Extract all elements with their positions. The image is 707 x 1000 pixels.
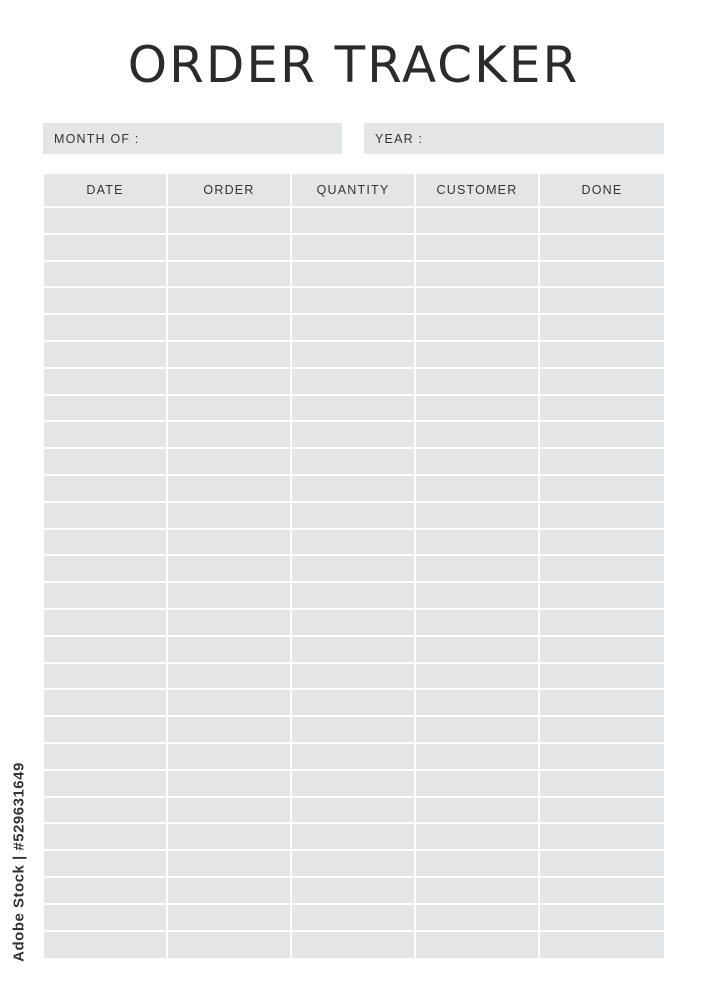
table-row — [44, 396, 664, 423]
cell-customer[interactable] — [416, 315, 540, 342]
cell-quantity[interactable] — [292, 771, 416, 798]
cell-done[interactable] — [540, 556, 664, 583]
cell-date[interactable] — [44, 208, 168, 235]
cell-order[interactable] — [168, 583, 292, 610]
cell-date[interactable] — [44, 556, 168, 583]
cell-customer[interactable] — [416, 396, 540, 423]
cell-done[interactable] — [540, 369, 664, 396]
cell-customer[interactable] — [416, 288, 540, 315]
cell-date[interactable] — [44, 771, 168, 798]
cell-done[interactable] — [540, 583, 664, 610]
table-row — [44, 315, 664, 342]
cell-quantity[interactable] — [292, 449, 416, 476]
cell-quantity[interactable] — [292, 476, 416, 503]
cell-done[interactable] — [540, 717, 664, 744]
table-row — [44, 449, 664, 476]
cell-done[interactable] — [540, 208, 664, 235]
cell-date[interactable] — [44, 476, 168, 503]
cell-date[interactable] — [44, 583, 168, 610]
cell-customer[interactable] — [416, 637, 540, 664]
cell-done[interactable] — [540, 288, 664, 315]
cell-order[interactable] — [168, 556, 292, 583]
cell-quantity[interactable] — [292, 744, 416, 771]
cell-quantity[interactable] — [292, 208, 416, 235]
cell-customer[interactable] — [416, 503, 540, 530]
cell-quantity[interactable] — [292, 503, 416, 530]
cell-customer[interactable] — [416, 583, 540, 610]
table-row — [44, 717, 664, 744]
cell-date[interactable] — [44, 342, 168, 369]
table-row — [44, 235, 664, 262]
cell-quantity[interactable] — [292, 717, 416, 744]
cell-customer[interactable] — [416, 932, 540, 959]
cell-order[interactable] — [168, 824, 292, 851]
cell-order[interactable] — [168, 422, 292, 449]
table-row — [44, 664, 664, 691]
cell-customer[interactable] — [416, 690, 540, 717]
table-body — [44, 208, 664, 958]
cell-customer[interactable] — [416, 235, 540, 262]
cell-date[interactable] — [44, 878, 168, 905]
cell-done[interactable] — [540, 262, 664, 289]
table-row — [44, 262, 664, 289]
cell-order[interactable] — [168, 503, 292, 530]
table-row — [44, 690, 664, 717]
cell-date[interactable] — [44, 262, 168, 289]
cell-date[interactable] — [44, 717, 168, 744]
cell-customer[interactable] — [416, 905, 540, 932]
cell-done[interactable] — [540, 449, 664, 476]
cell-quantity[interactable] — [292, 824, 416, 851]
cell-done[interactable] — [540, 824, 664, 851]
cell-order[interactable] — [168, 932, 292, 959]
table-row — [44, 422, 664, 449]
cell-quantity[interactable] — [292, 556, 416, 583]
cell-quantity[interactable] — [292, 664, 416, 691]
cell-order[interactable] — [168, 744, 292, 771]
cell-done[interactable] — [540, 342, 664, 369]
cell-order[interactable] — [168, 262, 292, 289]
cell-order[interactable] — [168, 717, 292, 744]
cell-order[interactable] — [168, 235, 292, 262]
cell-date[interactable] — [44, 530, 168, 557]
year-field[interactable] — [364, 123, 664, 154]
cell-done[interactable] — [540, 690, 664, 717]
cell-quantity[interactable] — [292, 583, 416, 610]
cell-date[interactable] — [44, 422, 168, 449]
cell-date[interactable] — [44, 449, 168, 476]
cell-quantity[interactable] — [292, 288, 416, 315]
cell-order[interactable] — [168, 610, 292, 637]
cell-customer[interactable] — [416, 798, 540, 825]
cell-order[interactable] — [168, 905, 292, 932]
cell-done[interactable] — [540, 235, 664, 262]
cell-date[interactable] — [44, 798, 168, 825]
cell-date[interactable] — [44, 690, 168, 717]
cell-order[interactable] — [168, 396, 292, 423]
cell-quantity[interactable] — [292, 851, 416, 878]
cell-quantity[interactable] — [292, 396, 416, 423]
cell-date[interactable] — [44, 288, 168, 315]
cell-order[interactable] — [168, 851, 292, 878]
table-row — [44, 530, 664, 557]
cell-order[interactable] — [168, 664, 292, 691]
table-row — [44, 744, 664, 771]
cell-done[interactable] — [540, 315, 664, 342]
cell-done[interactable] — [540, 503, 664, 530]
cell-customer[interactable] — [416, 717, 540, 744]
cell-quantity[interactable] — [292, 690, 416, 717]
table-header-row — [44, 174, 664, 208]
order-table — [44, 174, 664, 958]
table-row — [44, 905, 664, 932]
table-row — [44, 503, 664, 530]
table-row — [44, 798, 664, 825]
table-row — [44, 208, 664, 235]
cell-done[interactable] — [540, 771, 664, 798]
cell-done[interactable] — [540, 422, 664, 449]
table-row — [44, 288, 664, 315]
cell-date[interactable] — [44, 235, 168, 262]
cell-customer[interactable] — [416, 449, 540, 476]
cell-customer[interactable] — [416, 208, 540, 235]
cell-done[interactable] — [540, 664, 664, 691]
cell-customer[interactable] — [416, 851, 540, 878]
cell-customer[interactable] — [416, 262, 540, 289]
cell-done[interactable] — [540, 637, 664, 664]
month-field[interactable] — [43, 123, 342, 154]
cell-customer[interactable] — [416, 878, 540, 905]
table-row — [44, 556, 664, 583]
cell-order[interactable] — [168, 530, 292, 557]
cell-order[interactable] — [168, 476, 292, 503]
cell-customer[interactable] — [416, 342, 540, 369]
table-row — [44, 851, 664, 878]
cell-customer[interactable] — [416, 771, 540, 798]
cell-quantity[interactable] — [292, 235, 416, 262]
cell-order[interactable] — [168, 208, 292, 235]
table-row — [44, 932, 664, 959]
cell-customer[interactable] — [416, 476, 540, 503]
cell-order[interactable] — [168, 369, 292, 396]
cell-quantity[interactable] — [292, 798, 416, 825]
cell-done[interactable] — [540, 530, 664, 557]
cell-quantity[interactable] — [292, 369, 416, 396]
cell-quantity[interactable] — [292, 637, 416, 664]
table-row — [44, 342, 664, 369]
cell-date[interactable] — [44, 851, 168, 878]
cell-date[interactable] — [44, 369, 168, 396]
cell-customer[interactable] — [416, 744, 540, 771]
cell-order[interactable] — [168, 449, 292, 476]
cell-date[interactable] — [44, 905, 168, 932]
column-header-date: DATE — [44, 174, 168, 208]
cell-done[interactable] — [540, 396, 664, 423]
cell-quantity[interactable] — [292, 905, 416, 932]
cell-quantity[interactable] — [292, 422, 416, 449]
cell-quantity[interactable] — [292, 610, 416, 637]
cell-done[interactable] — [540, 851, 664, 878]
table-row — [44, 610, 664, 637]
table-row — [44, 771, 664, 798]
table-row — [44, 878, 664, 905]
table-row — [44, 369, 664, 396]
table-row — [44, 824, 664, 851]
column-header-order: ORDER — [168, 174, 292, 208]
cell-date[interactable] — [44, 503, 168, 530]
page-title: ORDER TRACKER — [127, 36, 580, 94]
cell-quantity[interactable] — [292, 530, 416, 557]
cell-order[interactable] — [168, 771, 292, 798]
cell-date[interactable] — [44, 610, 168, 637]
cell-order[interactable] — [168, 690, 292, 717]
watermark — [6, 762, 32, 962]
cell-date[interactable] — [44, 932, 168, 959]
cell-date[interactable] — [44, 396, 168, 423]
cell-order[interactable] — [168, 288, 292, 315]
cell-done[interactable] — [540, 905, 664, 932]
table-row — [44, 583, 664, 610]
cell-date[interactable] — [44, 315, 168, 342]
cell-date[interactable] — [44, 824, 168, 851]
cell-done[interactable] — [540, 744, 664, 771]
year-label: YEAR : — [375, 131, 424, 146]
cell-quantity[interactable] — [292, 878, 416, 905]
cell-date[interactable] — [44, 664, 168, 691]
cell-order[interactable] — [168, 637, 292, 664]
table-row — [44, 476, 664, 503]
cell-quantity[interactable] — [292, 932, 416, 959]
cell-customer[interactable] — [416, 530, 540, 557]
cell-quantity[interactable] — [292, 315, 416, 342]
cell-customer[interactable] — [416, 369, 540, 396]
cell-quantity[interactable] — [292, 342, 416, 369]
cell-quantity[interactable] — [292, 262, 416, 289]
cell-done[interactable] — [540, 798, 664, 825]
cell-done[interactable] — [540, 878, 664, 905]
cell-date[interactable] — [44, 744, 168, 771]
cell-done[interactable] — [540, 610, 664, 637]
cell-customer[interactable] — [416, 556, 540, 583]
cell-customer[interactable] — [416, 664, 540, 691]
cell-done[interactable] — [540, 932, 664, 959]
watermark-text: Adobe Stock | #529631649 — [10, 762, 28, 962]
cell-order[interactable] — [168, 878, 292, 905]
cell-customer[interactable] — [416, 610, 540, 637]
cell-order[interactable] — [168, 315, 292, 342]
cell-order[interactable] — [168, 798, 292, 825]
column-header-customer: CUSTOMER — [416, 174, 540, 208]
column-header-quantity: QUANTITY — [292, 174, 416, 208]
cell-order[interactable] — [168, 342, 292, 369]
cell-customer[interactable] — [416, 422, 540, 449]
cell-customer[interactable] — [416, 824, 540, 851]
column-header-done: DONE — [540, 174, 664, 208]
cell-done[interactable] — [540, 476, 664, 503]
month-label: MONTH OF : — [54, 131, 140, 146]
table-row — [44, 637, 664, 664]
cell-date[interactable] — [44, 637, 168, 664]
